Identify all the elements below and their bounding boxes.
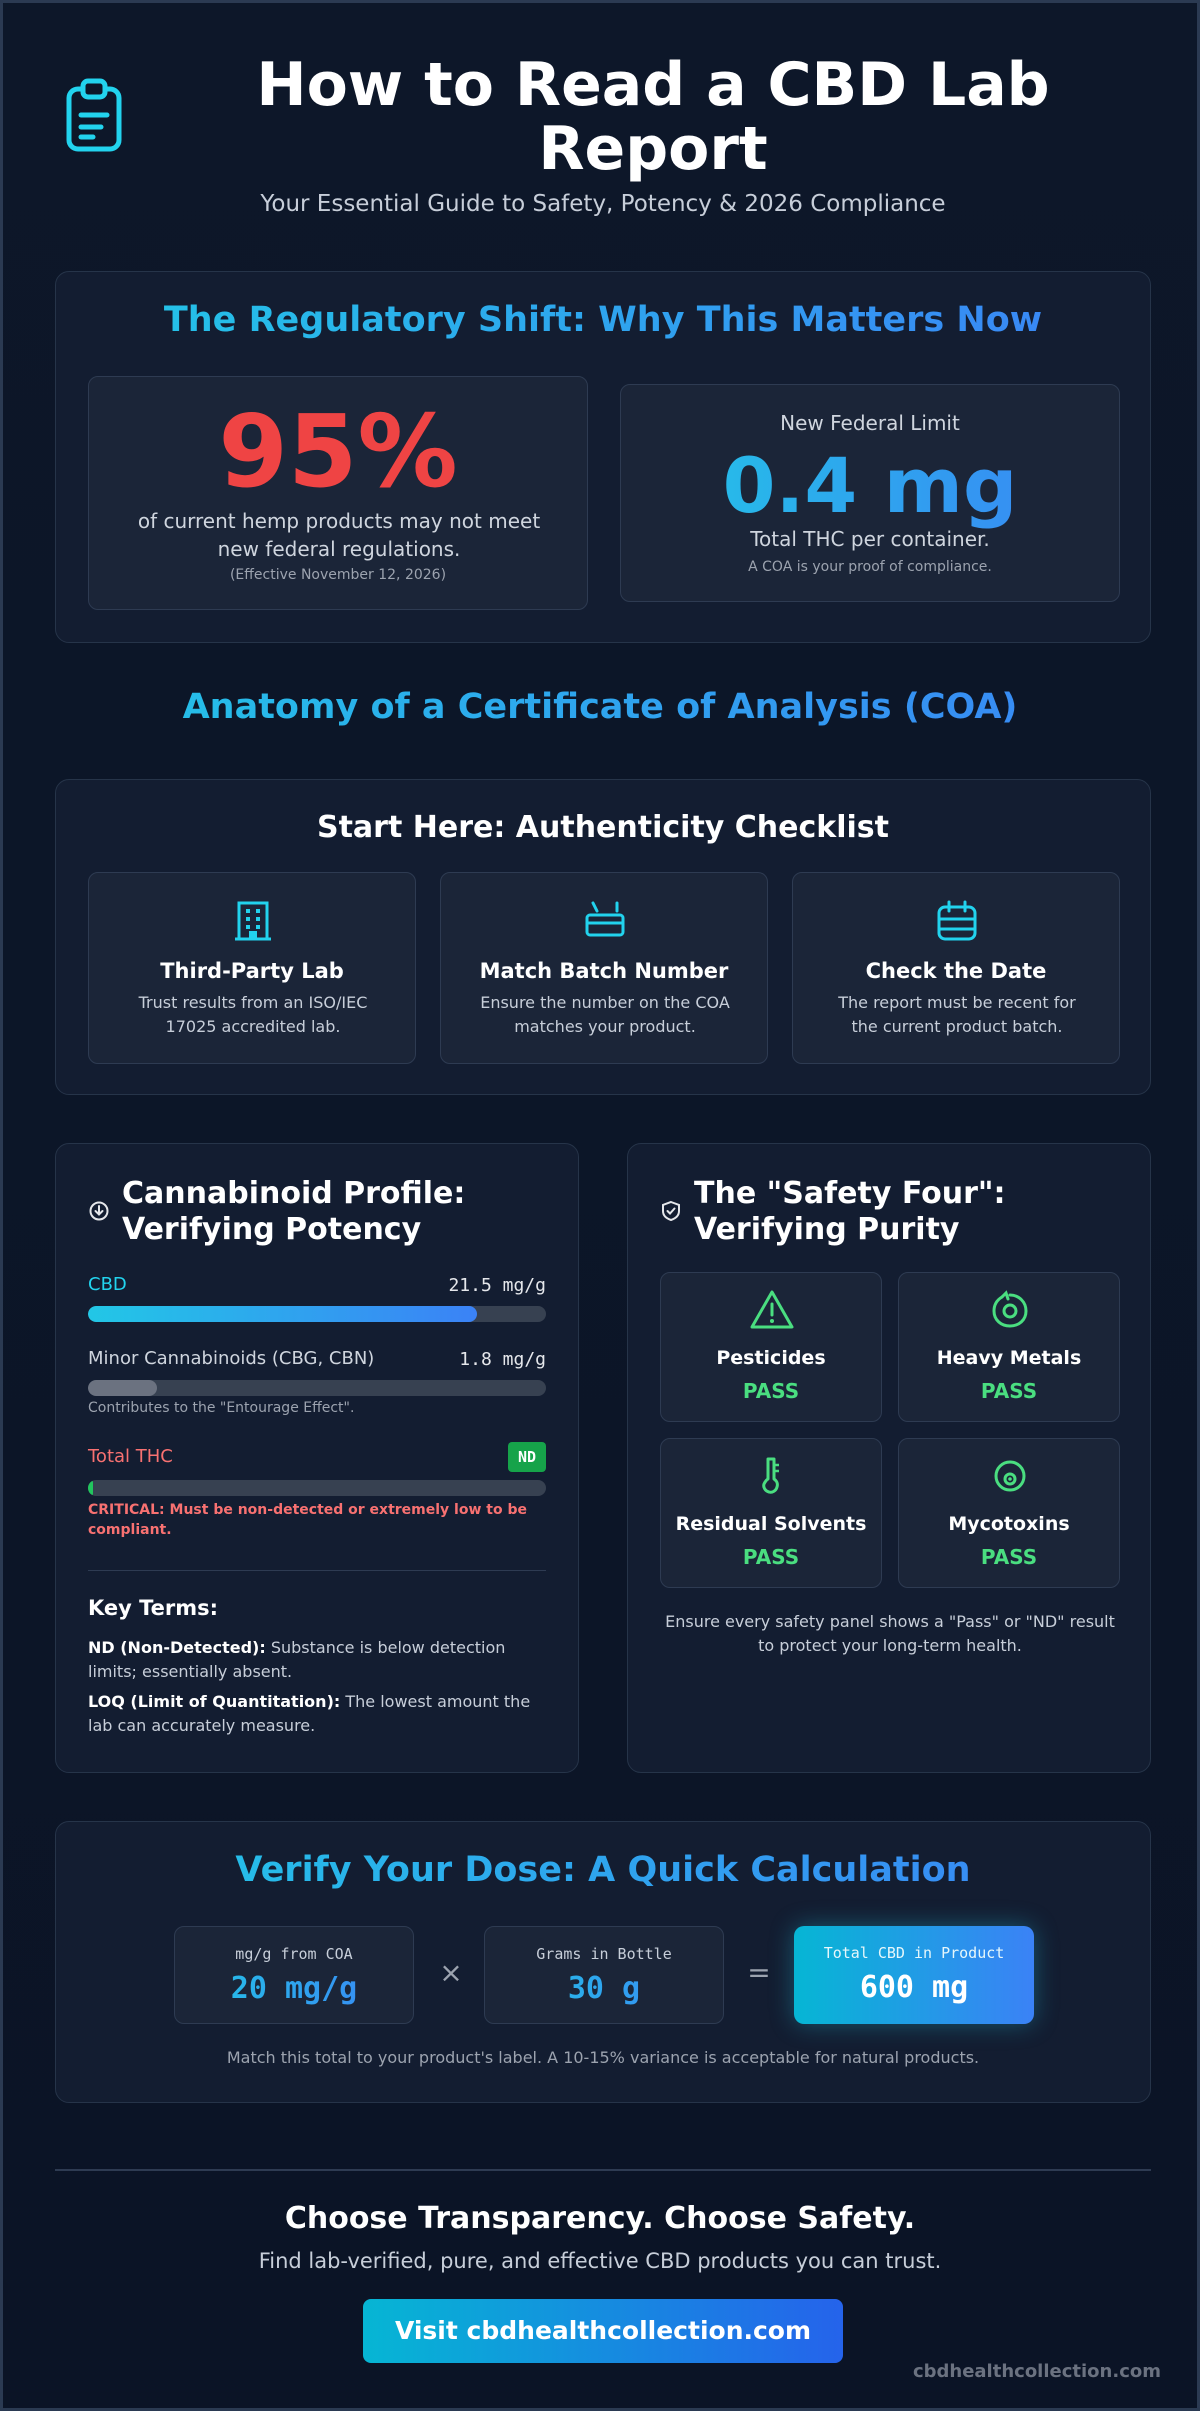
stat-value: 95% xyxy=(218,393,458,510)
term-loq-definition: The lowest amount the lab can accurately measure. xyxy=(88,1692,531,1735)
safety-item xyxy=(660,1438,882,1588)
safety-item xyxy=(898,1438,1120,1588)
barcode-icon xyxy=(583,897,627,945)
limit-value: 0.4 mg xyxy=(621,441,1119,531)
thc-note: CRITICAL: Must be non-detected or extremely low to be compliant. xyxy=(88,1502,527,1538)
divider xyxy=(88,1570,546,1571)
thc-badge: ND xyxy=(508,1442,546,1472)
footer-heading: Choose Transparency. Choose Safety. xyxy=(284,2201,916,2236)
key-terms-heading: Key Terms: xyxy=(88,1596,219,1620)
safety-item-status: PASS xyxy=(980,1379,1038,1403)
checklist-item-text: Trust results from an ISO/IEC 17025 accredited lab. xyxy=(138,993,368,1036)
cbd-value: 21.5 mg/g xyxy=(448,1275,546,1296)
dose-box-total xyxy=(794,1926,1034,2024)
minor-bar xyxy=(88,1380,546,1396)
checklist-item xyxy=(440,872,768,1064)
minor-value: 1.8 mg/g xyxy=(459,1349,546,1370)
anatomy-heading: Anatomy of a Certificate of Analysis (COA) xyxy=(3,687,1197,727)
regulatory-card xyxy=(55,271,1151,643)
limit-text: Total THC per container. xyxy=(750,527,990,551)
footer-divider xyxy=(55,2169,1151,2171)
dose-note: Match this total to your product's label. A 10-15% variance is acceptable for natural products. xyxy=(226,2048,980,2067)
building-icon xyxy=(233,899,273,947)
cannabinoid-card xyxy=(55,1143,579,1773)
thermometer-icon xyxy=(757,1455,787,1501)
checklist-item xyxy=(88,872,416,1064)
checklist-item-text: Ensure the number on the COA matches your product. xyxy=(480,993,730,1036)
limit-box xyxy=(620,384,1120,602)
mold-icon xyxy=(991,1457,1029,1499)
multiply-operator: × xyxy=(439,1956,463,1989)
stat-note: (Effective November 12, 2026) xyxy=(229,567,447,583)
dose-box-mg-label: mg/g from COA xyxy=(235,1945,353,1963)
footer-domain: cbdhealthcollection.com xyxy=(912,2361,1161,2382)
stat-box xyxy=(88,376,588,610)
stat-text: of current hemp products may not meet new federal regulations. xyxy=(137,509,541,561)
safety-item-status: PASS xyxy=(742,1379,800,1403)
term-loq xyxy=(88,1690,548,1738)
safety-item-title: Heavy Metals xyxy=(936,1347,1082,1369)
checklist-item xyxy=(792,872,1120,1064)
thc-bar xyxy=(88,1480,546,1496)
thc-bar-fill xyxy=(88,1480,93,1496)
safety-item-title: Pesticides xyxy=(716,1347,826,1369)
dose-card xyxy=(55,1821,1151,2103)
cbd-label: CBD xyxy=(88,1274,127,1295)
checklist-heading: Start Here: Authenticity Checklist xyxy=(316,810,890,845)
limit-label: New Federal Limit xyxy=(780,411,960,435)
dose-box-grams-label: Grams in Bottle xyxy=(536,1945,672,1963)
checklist-card xyxy=(55,779,1151,1095)
footer-text: Find lab-verified, pure, and effective CBD products you can trust. xyxy=(258,2249,942,2273)
safety-item-status: PASS xyxy=(742,1545,800,1569)
limit-note: A COA is your proof of compliance. xyxy=(748,559,992,575)
header xyxy=(3,43,1200,233)
regulatory-heading: The Regulatory Shift: Why This Matters Now xyxy=(56,300,1150,340)
visit-site-button[interactable]: Visit cbdhealthcollection.com xyxy=(363,2299,843,2363)
safety-card xyxy=(627,1143,1151,1773)
dose-box-total-label: Total CBD in Product xyxy=(823,1944,1005,1962)
thc-label: Total THC xyxy=(88,1446,173,1467)
safety-item-title: Residual Solvents xyxy=(675,1513,867,1535)
cbd-bar xyxy=(88,1306,546,1322)
warning-triangle-icon xyxy=(749,1289,795,1335)
checklist-item-text: The report must be recent for the current product batch. xyxy=(838,993,1076,1036)
minor-note: Contributes to the "Entourage Effect". xyxy=(88,1400,355,1416)
cbd-bar-fill xyxy=(88,1306,477,1322)
dose-box-mg xyxy=(174,1926,414,2024)
safety-item xyxy=(898,1272,1120,1422)
safety-note: Ensure every safety panel shows a "Pass" or "ND" result to protect your long-term health. xyxy=(665,1612,1115,1655)
page-title: How to Read a CBD Lab Report xyxy=(256,50,1050,184)
dose-box-total-value: 600 mg xyxy=(859,1970,969,2005)
safety-item-status: PASS xyxy=(980,1545,1038,1569)
safety-item-title: Mycotoxins xyxy=(948,1513,1070,1535)
term-nd-definition: Substance is below detection limits; essentially absent. xyxy=(88,1638,506,1681)
dose-box-mg-value: 20 mg/g xyxy=(175,1971,413,2006)
dose-heading: Verify Your Dose: A Quick Calculation xyxy=(56,1850,1150,1890)
checklist-item-title: Third-Party Lab xyxy=(160,959,344,983)
metal-icon xyxy=(989,1289,1031,1335)
equals-operator: = xyxy=(747,1956,771,1989)
minor-label: Minor Cannabinoids (CBG, CBN) xyxy=(88,1348,375,1369)
dose-box-grams xyxy=(484,1926,724,2024)
dose-box-grams-value: 30 g xyxy=(485,1971,723,2006)
checklist-item-title: Match Batch Number xyxy=(479,959,729,983)
shield-check-icon xyxy=(660,1200,682,1226)
checklist-item-title: Check the Date xyxy=(865,959,1047,983)
calendar-icon xyxy=(935,899,979,947)
download-circle-icon xyxy=(88,1200,110,1226)
page-subtitle: Your Essential Guide to Safety, Potency & 2026 Compliance xyxy=(260,191,946,217)
term-nd xyxy=(88,1636,548,1684)
clipboard-icon xyxy=(61,77,131,157)
term-nd-name: ND (Non-Detected): xyxy=(88,1638,266,1657)
minor-bar-fill xyxy=(88,1380,157,1396)
term-loq-name: LOQ (Limit of Quantitation): xyxy=(88,1692,341,1711)
safety-item xyxy=(660,1272,882,1422)
safety-heading: The "Safety Four": Verifying Purity xyxy=(694,1176,1006,1247)
cannabinoid-heading: Cannabinoid Profile: Verifying Potency xyxy=(122,1176,466,1247)
